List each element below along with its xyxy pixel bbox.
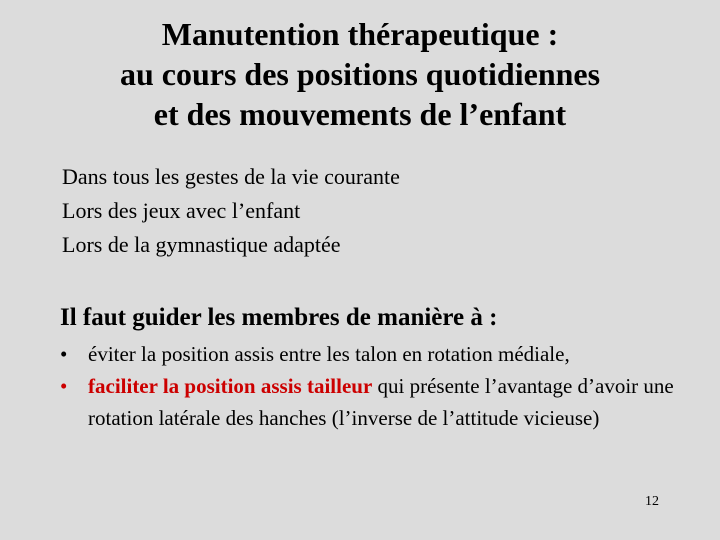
- bullet-text: éviter la position assis entre les talon en rotation médiale,: [88, 342, 570, 366]
- section-heading: Il faut guider les membres de manière à :: [60, 304, 498, 331]
- page-number: 12: [645, 494, 659, 509]
- title-line: et des mouvements de l’enfant: [153, 96, 567, 132]
- bullet-icon: •: [60, 342, 68, 366]
- context-line: Lors de la gymnastique adaptée: [62, 232, 341, 257]
- bullet-list: [58, 338, 688, 434]
- context-line: Dans tous les gestes de la vie courante: [62, 164, 400, 189]
- context-lines: [62, 160, 400, 262]
- title-line: au cours des positions quotidiennes: [119, 56, 601, 92]
- slide-title: [40, 14, 680, 134]
- bullet-item: [58, 338, 688, 370]
- context-line: Lors des jeux avec l’enfant: [62, 198, 301, 223]
- bullet-highlight: faciliter la position assis tailleur: [88, 374, 373, 398]
- bullet-text: qui présente l’avantage d’avoir une rotation latérale des hanches (l’inverse de l’attitude vicieuse): [88, 374, 674, 430]
- bullet-icon: •: [60, 374, 68, 398]
- title-line: Manutention thérapeutique :: [161, 16, 559, 52]
- bullet-item: [58, 370, 688, 434]
